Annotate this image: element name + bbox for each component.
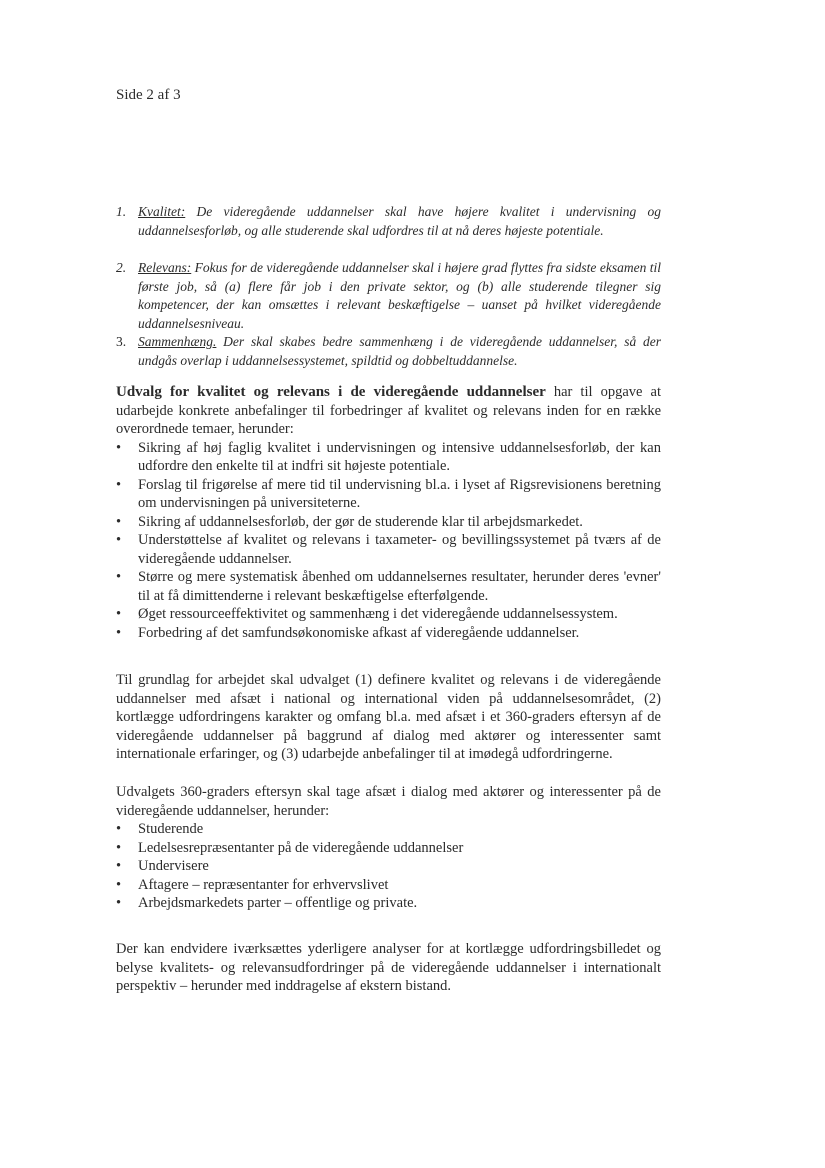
list-item: • Forbedring af det samfundsøkonomiske afkast af videregående uddannelser. xyxy=(116,624,661,643)
list-item: • Sikring af høj faglig kvalitet i undervisningen og intensive uddannelsesforløb, der kan udfordre den enkelte til at indfri sit højeste potentiale. xyxy=(116,439,661,476)
item-text: De videregående uddannelser skal have højere kvalitet i undervisning og uddannelsesforløb, og alle studerende skal udfordres til at nå deres højeste potentiale. xyxy=(138,204,661,238)
item-number: 1. xyxy=(116,204,127,219)
item-number: 2. xyxy=(116,260,127,275)
item-term: Kvalitet: xyxy=(138,204,186,219)
stakeholder-list xyxy=(116,820,661,913)
committee-section xyxy=(116,383,661,642)
item-number: 3. xyxy=(116,334,127,349)
item-text: Der skal skabes bedre sammenhæng i de videregående uddannelser, så der undgås overlap i uddannelsessystemet, spildtid og dobbeltuddannelse. xyxy=(138,334,661,368)
item-text: Fokus for de videregående uddannelser skal i højere grad flyttes fra sidste eksamen til første job, så (a) flere får job i den private sektor, og (b) alle studerende tilegner sig kompetencer, der kan omsættes i relevant beskæftigelse – uanset på hvilket videregående uddannelsesniveau. xyxy=(138,260,661,331)
committee-name: Udvalg for kvalitet og relevans i de videregående uddannelser xyxy=(116,384,546,400)
basis-paragraph: Til grundlag for arbejdet skal udvalget (1) definere kvalitet og relevans i de videregående uddannelser med afsæt i national og international viden på uddannelsesområdet, (2) kortlægge udfordringens karakter og omfang bl.a. med afsæt i et 360-graders eftersyn af de videregående uddannelser på baggrund af dialog med aktører og interessenter samt internationale erfaringer, og (3) udarbejde anbefalinger til at imødegå udfordringerne. xyxy=(116,672,661,762)
list-item: • Understøttelse af kvalitet og relevans i taxameter- og bevillingssystemet på tværs af de videregående uddannelser. xyxy=(116,531,661,568)
page-number-label: Side 2 af 3 xyxy=(116,87,181,103)
list-item: • Studerende xyxy=(116,820,661,839)
list-item: • Undervisere xyxy=(116,857,661,876)
numbered-item-relevance xyxy=(116,259,661,333)
item-term: Relevans: xyxy=(138,260,192,275)
committee-intro xyxy=(116,383,661,439)
list-item: • Arbejdsmarkedets parter – offentlige og private. xyxy=(116,894,661,913)
list-item: • Større og mere systematisk åbenhed om uddannelsernes resultater, herunder deres 'evner' til at få dimittenderne i relevant beskæftigelse efterfølgende. xyxy=(116,568,661,605)
review-section xyxy=(116,783,661,913)
list-item: • Sikring af uddannelsesforløb, der gør de studerende klar til arbejdsmarkedet. xyxy=(116,513,661,532)
list-item: • Øget ressourceeffektivitet og sammenhæng i det videregående uddannelsessystem. xyxy=(116,605,661,624)
closing-paragraph: Der kan endvidere iværksættes yderligere analyser for at kortlægge udfordringsbilledet og belyse kvalitets- og relevansudfordringer på de videregående uddannelser i internationalt perspektiv – herunder med inddragelse af ekstern bistand. xyxy=(116,941,661,994)
committee-intro-text: har til opgave at udarbejde konkrete anbefalinger til forbedringer af kvalitet og relevans inden for en række overordnede temaer, herunder: xyxy=(116,384,661,437)
numbered-item-coherence xyxy=(116,333,661,370)
list-item: • Ledelsesrepræsentanter på de videregående uddannelser xyxy=(116,839,661,858)
item-term: Sammenhæng. xyxy=(138,334,217,349)
list-item: • Aftagere – repræsentanter for erhvervslivet xyxy=(116,876,661,895)
numbered-item-quality xyxy=(116,203,661,240)
list-item: • Forslag til frigørelse af mere tid til undervisning bl.a. i lyset af Rigsrevisionens beretning om undervisningen på universiteterne. xyxy=(116,476,661,513)
committee-theme-list xyxy=(116,439,661,643)
review-intro: Udvalgets 360-graders eftersyn skal tage afsæt i dialog med aktører og interessenter på de videregående uddannelser, herunder: xyxy=(116,784,661,819)
